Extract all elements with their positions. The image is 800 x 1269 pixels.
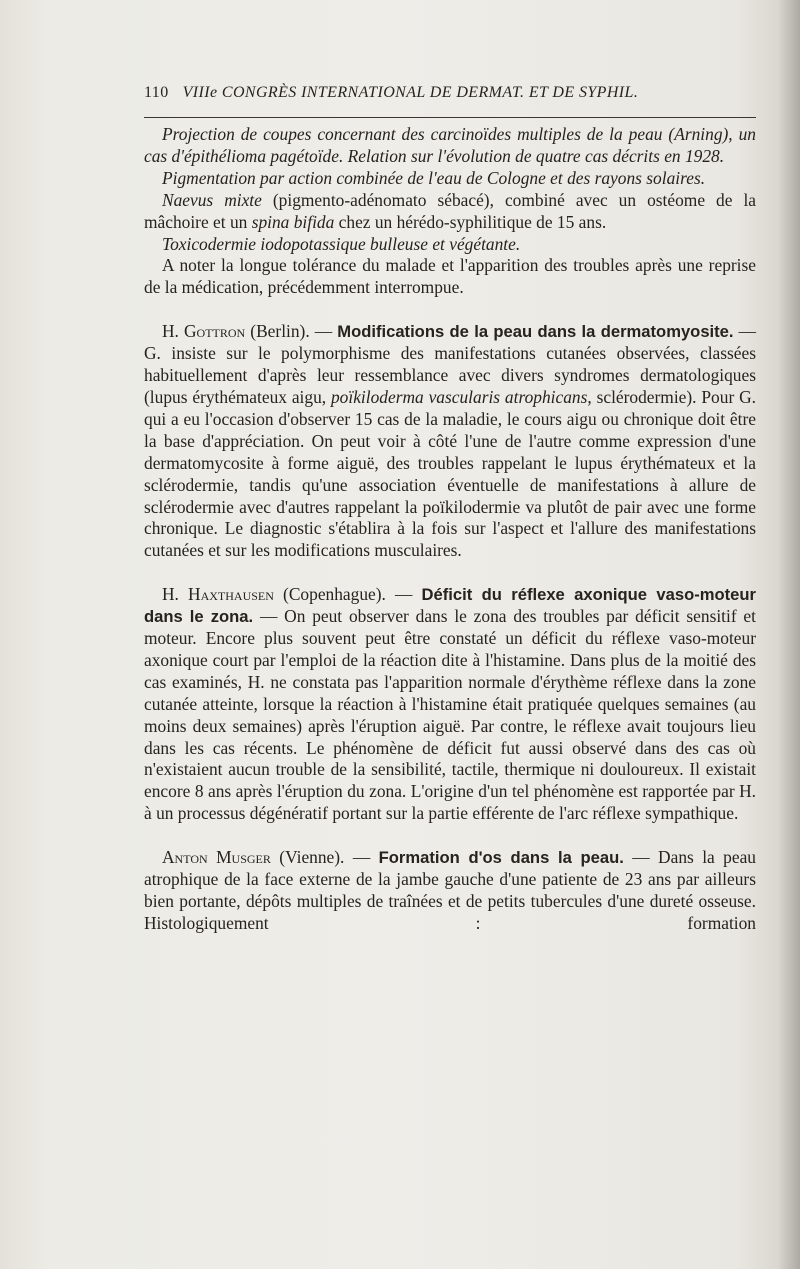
haxthausen-title: Déficit du réflexe axonique vaso-moteur dans le zona. (144, 585, 756, 627)
naevus-text2: chez un hérédo-syphilitique de 15 ans. (334, 211, 607, 232)
gottron-author: H. Gottron (162, 321, 246, 342)
gottron-title: Modifications de la peau dans la dermatomyosite. (337, 322, 734, 342)
abstract-musger (144, 847, 756, 935)
musger-title: Formation d'os dans la peau. (378, 848, 624, 868)
abstract-haxthausen (144, 584, 756, 825)
page-text (144, 124, 756, 935)
item-toxicodermie: Toxicodermie iodopotassique bulleuse et végétante. (162, 233, 521, 254)
abstract-gottron (144, 321, 756, 562)
item-projection: Projection de coupes concernant des carcinoïdes multiples de la peau (Arning), un cas d'épithélioma pagétoïde. Relation sur l'évolution de quatre cas décrits en 1928. (144, 124, 756, 166)
spina-bifida-term: spina bifida (251, 211, 335, 232)
item-naevus (144, 190, 756, 234)
musger-body: — Dans la peau atrophique de la face externe de la jambe gauche d'une patiente de 23 ans par ailleurs bien portante, dépôts multiples de traînées et de petits tubercules d'une dureté osseuse. Histologiquement : formation (144, 847, 756, 933)
running-header (144, 84, 756, 102)
haxthausen-body: — On peut observer dans le zona des troubles par déficit sensitif et moteur. Encore plus souvent peut être constaté un déficit du réflexe vaso-moteur axonique court par l'emploi de la réaction dite à l'histamine. Dans plus de la moitié des cas examinés, H. ne constata pas l'apparition normale d'érythème réflexe dans la zone cutanée atteinte, lorsque la réaction à l'histamine était pratiquée quelques semaines (au moins deux semaines) après l'éruption aiguë. Par contre, le réflexe avait toujours lieu dans les cas récents. Le phénomène de déficit fut aussi observé dans des cas où n'existaient aucun trouble de la sensibilité, tactile, thermique ni douloureux. Il existait encore 8 ans après l'éruption du zona. L'origine d'un tel phénomène est rapportée par H. à un processus dégénératif portant sur la partie efférente de l'arc réflexe sympathique. (144, 606, 756, 824)
naevus-term: Naevus mixte (162, 189, 262, 210)
gottron-body2: , sclérodermie). Pour G. qui a eu l'occasion d'observer 15 cas de la maladie, le cours aigu ou chronique doit être la base d'appréciation. On peut voir à côté l'une de l'autre comme expression d'une dermatomycosite à forme aiguë, des troubles rappelant le lupus érythémateux et la sclérodermie, tandis qu'une association éventuelle de manifestations à allure de sclérodermie avec d'autres rappelant la poïkilodermie va plutôt de pair avec une forme chronique. Le diagnostic s'établira à la fois sur l'aspect et l'allure des manifestations cutanées et sur les modifications musculaires. (144, 386, 756, 561)
item-pigmentation: Pigmentation par action combinée de l'eau de Cologne et des rayons solaires. (162, 167, 706, 188)
gottron-italic-term: poïkiloderma vascularis atrophicans (330, 386, 588, 407)
musger-author: Anton Musger (162, 847, 271, 868)
header-rule (144, 117, 756, 118)
musger-city: (Vienne). — (270, 847, 379, 868)
gottron-body1: — G. insiste sur le polymorphisme des manifestations cutanées observées, classées habituellement d'après leur ressemblance avec divers syndromes dermatologiques (lupus érythémateux aigu, (144, 321, 756, 407)
item-note: A noter la longue tolérance du malade et l'apparition des troubles après une reprise de la médication, précédemment interrompue. (144, 255, 756, 298)
running-title: VIIIe CONGRÈS INTERNATIONAL DE DERMAT. ET DE SYPHIL. (182, 84, 639, 101)
page-number: 110 (144, 84, 169, 101)
haxthausen-author: H. Haxthausen (162, 584, 274, 605)
naevus-text1: (pigmento-adénomato sébacé), combiné avec un ostéome de la mâchoire et un (144, 189, 757, 232)
gottron-city: (Berlin). — (245, 321, 338, 342)
haxthausen-city: (Copenhague). — (273, 584, 422, 605)
